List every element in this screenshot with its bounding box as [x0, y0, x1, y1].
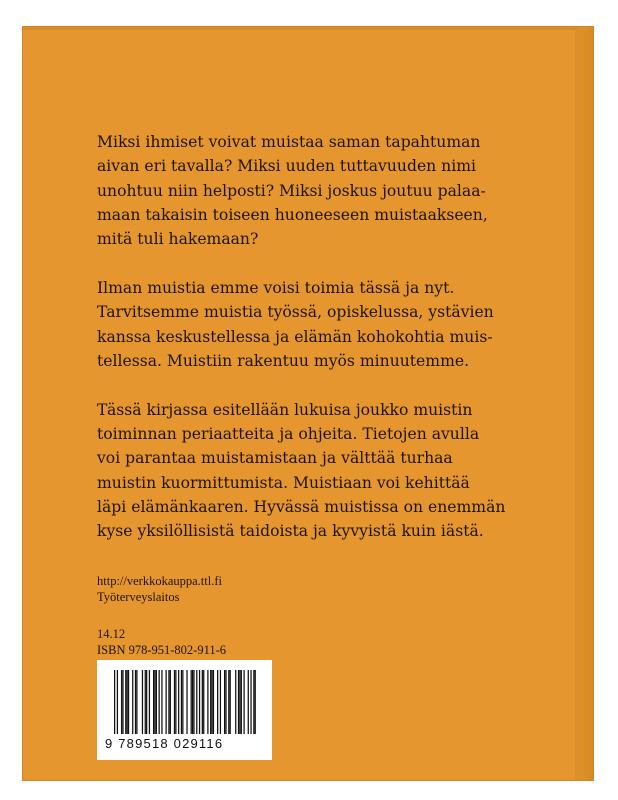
barcode-bar — [178, 670, 179, 734]
barcode-bar — [159, 670, 160, 734]
barcode-bar — [210, 670, 211, 734]
blurb-line: toiminnan periaatteita ja ohjeita. Tietojen avulla — [97, 424, 480, 443]
blurb-line: muistin kuormittumista. Muistiaan voi kehittää — [97, 473, 470, 492]
barcode-bar — [149, 670, 150, 734]
blurb-line: unohtuu niin helposti? Miksi joskus joutuu palaa- — [97, 181, 486, 200]
barcode-bar — [136, 670, 137, 734]
barcode-bar — [225, 670, 226, 734]
barcode-bar — [127, 670, 128, 734]
barcode-digits: 9 789518 029116 — [105, 736, 224, 751]
barcode-bar — [253, 670, 254, 734]
blurb-line: Tarvitsemme muistia työssä, opiskelussa, ystävien — [97, 303, 494, 322]
barcode-bar — [117, 670, 118, 734]
blurb-line: kanssa keskustellessa ja elämän kohokohtia muis- — [97, 327, 493, 346]
blurb-line: maan takaisin toiseen huoneeseen muistaakseen, — [97, 205, 488, 224]
barcode-bar — [192, 670, 193, 734]
barcode-bar — [255, 670, 256, 734]
publisher-url: http://verkkokauppa.ttl.fi — [97, 574, 222, 588]
blurb-paragraph-2 — [97, 276, 517, 373]
barcode-bar — [125, 670, 126, 734]
barcode-bar — [241, 670, 242, 734]
barcode-bar — [145, 670, 146, 734]
barcode-bar — [121, 670, 122, 734]
classification-code: 14.12 — [97, 627, 126, 641]
blurb-line: kyse yksilöllisistä taidoista ja kyvyistä kuin iästä. — [97, 522, 484, 541]
barcode-bar — [142, 670, 143, 734]
blurb-line: Miksi ihmiset voivat muistaa saman tapahtuman — [97, 133, 481, 151]
barcode-bar — [213, 670, 214, 734]
blurb-line: voi parantaa muistamistaan ja välttää turhaa — [97, 449, 453, 468]
barcode-bar — [122, 670, 123, 734]
blurb-line: tellessa. Muistiin rakentuu myös minuutemme. — [97, 351, 470, 370]
barcode-bar — [239, 670, 240, 734]
barcode-bar — [154, 670, 155, 734]
barcode-bar — [186, 670, 187, 734]
isbn-number: ISBN 978-951-802-911-6 — [97, 643, 227, 657]
barcode-bar — [203, 670, 204, 734]
barcode-bar — [161, 670, 162, 734]
barcode-bar — [230, 670, 231, 734]
blurb-line: Tässä kirjassa esitellään lukuisa joukko muistin — [97, 400, 473, 419]
barcode-bar — [250, 670, 251, 734]
barcode-bar — [238, 670, 239, 734]
cover-spine-edge — [579, 27, 593, 780]
barcode-bar — [156, 670, 157, 734]
blurb-line: Ilman muistia emme voisi toimia tässä ja nyt. — [97, 278, 455, 297]
barcode-bar — [182, 670, 183, 734]
barcode-bar — [128, 670, 129, 734]
barcode-bar — [196, 670, 197, 734]
barcode-bar — [199, 670, 200, 734]
blurb-line: aivan eri tavalla? Miksi uuden tuttavuuden nimi — [97, 157, 476, 176]
barcode-bar — [132, 670, 133, 734]
barcode-bar — [207, 670, 208, 734]
barcode-bar — [220, 670, 221, 734]
barcode-bar — [191, 670, 192, 734]
barcode-bar — [228, 670, 229, 734]
barcode-bar — [146, 670, 147, 734]
barcode-icon — [114, 670, 256, 734]
barcode-bar — [211, 670, 212, 734]
barcode-bar — [166, 670, 167, 734]
back-cover-blurb — [97, 130, 517, 568]
blurb-paragraph-1 — [97, 130, 517, 251]
blurb-line: läpi elämänkaaren. Hyvässä muistissa on enemmän — [97, 497, 506, 516]
barcode-bar — [202, 670, 203, 734]
barcode-bar — [248, 670, 249, 734]
barcode-bar — [170, 670, 171, 734]
barcode-bar — [174, 670, 175, 734]
cover-top-edge — [23, 27, 593, 30]
barcode-bar — [235, 670, 236, 734]
barcode-bar — [153, 670, 154, 734]
blurb-paragraph-3 — [97, 398, 517, 544]
barcode-bar — [168, 670, 169, 734]
blurb-line: mitä tuli hakemaan? — [97, 230, 259, 249]
barcode-bar — [217, 670, 218, 734]
barcode-bar — [135, 670, 136, 734]
barcode-bar — [224, 670, 225, 734]
barcode-panel — [97, 660, 272, 760]
barcode-bar — [243, 670, 244, 734]
barcode-bar — [175, 670, 176, 734]
publisher-name: Työterveyslaitos — [97, 590, 180, 604]
barcode-bar — [193, 670, 194, 734]
barcode-bar — [114, 670, 115, 734]
barcode-bar — [181, 670, 182, 734]
